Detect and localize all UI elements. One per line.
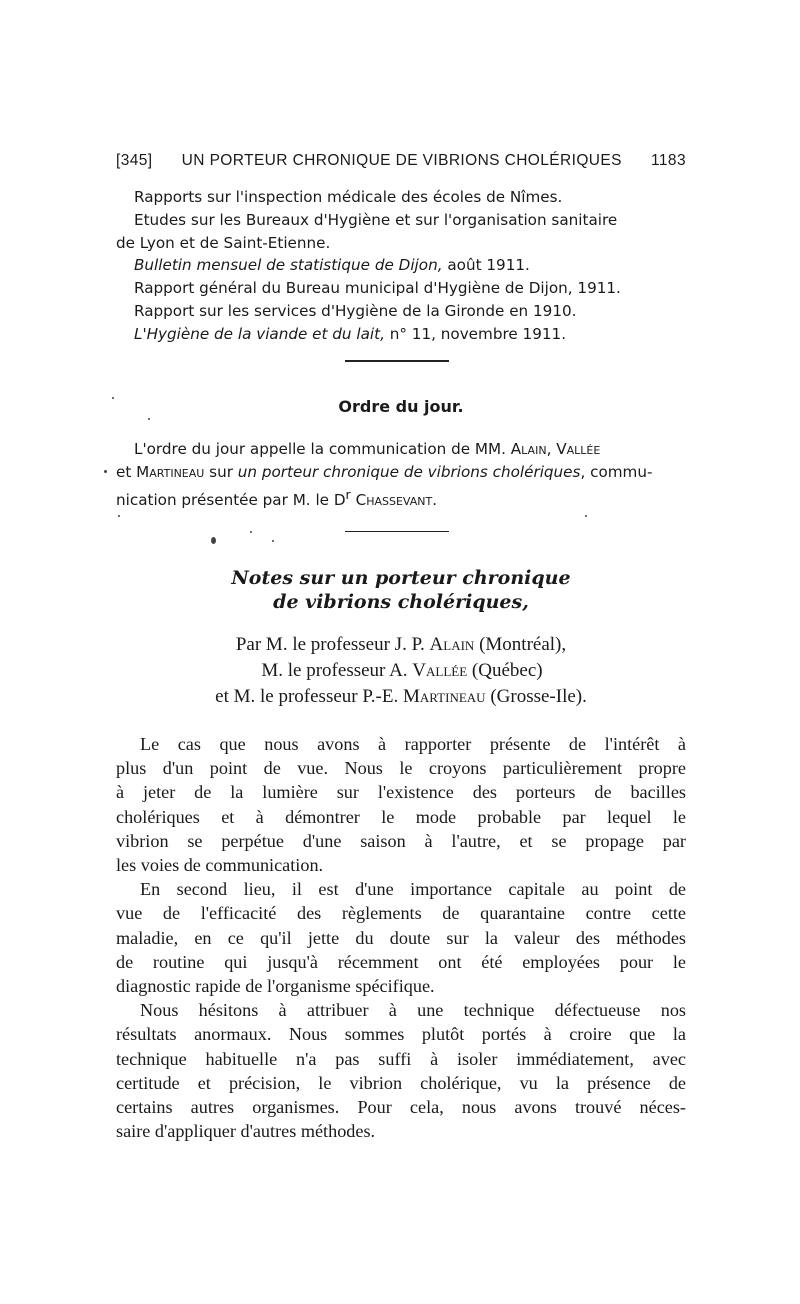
body-line: de routine qui jusqu'à récemment ont été employées pour le [116,951,686,972]
page-number: 1183 [651,152,686,169]
body-line: Nous hésitons à attribuer à une technique défectueuse nos [140,1000,686,1021]
section-divider [345,531,449,532]
agenda-heading: Ordre du jour. [338,397,464,416]
agenda-paragraph [116,438,686,511]
scan-speck [148,418,150,420]
reference-item: L'Hygiène de la viande et du lait, n° 11, novembre 1911. [134,324,567,343]
reference-item-continuation: de Lyon et de Saint-Etienne. [116,233,331,252]
reference-item: Rapport sur les services d'Hygiène de la Gironde en 1910. [134,301,577,320]
body-line: En second lieu, il est d'une importance capitale au point de [140,879,686,900]
body-line: cholériques et à démontrer le mode probable par lequel le [116,806,686,827]
body-line: résultats anormaux. Nous sommes plutôt portés à croire que la [116,1024,686,1045]
scan-speck [250,531,252,533]
body-line: saire d'appliquer d'autres méthodes. [116,1121,376,1142]
references-list [116,186,686,346]
body-line: plus d'un point de vue. Nous le croyons particulièrement propre [116,758,686,779]
article-title [116,567,686,613]
body-line: vue de l'efficacité des règlements de quarantaine contre cette [116,903,686,924]
body-line: technique habituelle n'a pas suffi à isoler immédiatement, avec [116,1048,686,1069]
scan-speck [112,397,114,399]
agenda-line: nication présentée par M. le $D^r$ Chassevant. [116,486,438,509]
section-divider [345,360,449,362]
agenda-line: L'ordre du jour appelle la communication de MM. Alain, Vallée [134,440,601,458]
scan-speck [585,515,587,517]
scan-speck [211,537,216,544]
body-line: maladie, en ce qu'il jette du doute sur la valeur des méthodes [116,927,686,948]
authors-block [116,632,686,710]
reference-item: Rapport général du Bureau municipal d'Hygiène de Dijon, 1911. [134,279,621,298]
body-line: à jeter de la lumière sur l'existence des porteurs de bacilles [116,782,686,803]
body-line: vibrion se perpétue d'une saison à l'autre, et se propage par [116,830,686,851]
article-title-line: Notes sur un porteur chronique [231,567,571,589]
running-head [116,152,686,170]
reference-item: Etudes sur les Bureaux d'Hygiène et sur l'organisation sanitaire [134,210,618,229]
article-body [116,732,686,1143]
body-line: certains autres organismes. Pour cela, nous avons trouvé néces- [116,1097,686,1118]
body-line: diagnostic rapide de l'organisme spécifique. [116,976,435,997]
agenda-line: et Martineau sur un porteur chronique de vibrions cholériques, commu- [116,462,653,481]
body-line: certitude et précision, le vibrion cholérique, vu la présence de [116,1072,686,1093]
article-title-line: de vibrions cholériques, [273,591,529,613]
reference-item: Bulletin mensuel de statistique de Dijon, août 1911. [134,256,530,275]
scan-speck [104,470,107,473]
running-head-ref: [345] [116,152,153,169]
body-line: les voies de communication. [116,855,324,876]
reference-item: Rapports sur l'inspection médicale des écoles de Nîmes. [134,188,563,206]
running-head-title: UN PORTEUR CHRONIQUE DE VIBRIONS CHOLÉRIQUES [181,152,622,169]
scan-speck [272,540,274,542]
scan-speck [118,515,120,517]
author-line: Par M. le professeur J. P. Alain (Montréal), [235,634,567,655]
author-line: M. le professeur A. Vallée (Québec) [261,660,543,681]
body-line: Le cas que nous avons à rapporter présente de l'intérêt à [140,734,686,754]
author-line: et M. le professeur P.-E. Martineau (Grosse-Ile). [215,686,587,707]
